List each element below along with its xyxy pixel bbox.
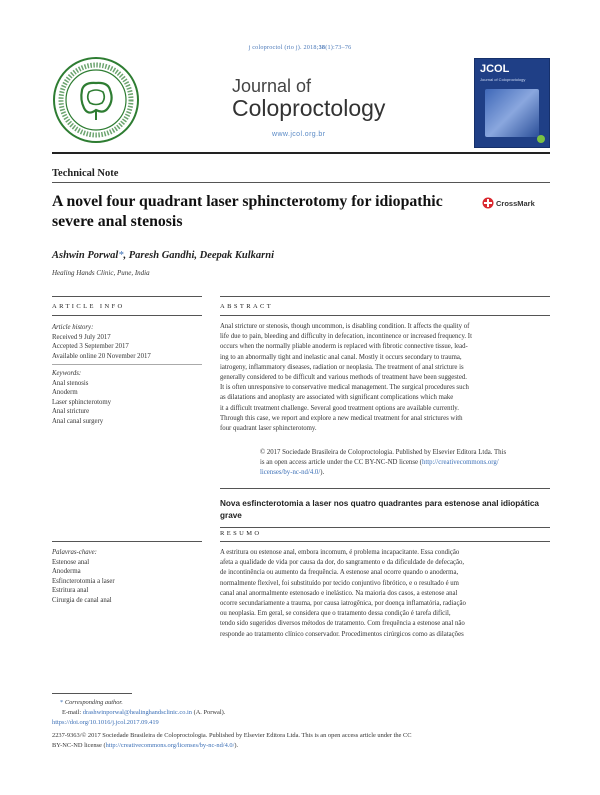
abstract-heading: ABSTRACT <box>220 303 274 310</box>
divider <box>220 296 550 297</box>
affiliation: Healing Hands Clinic, Pune, India <box>52 269 150 277</box>
article-type: Technical Note <box>52 168 119 179</box>
keyword: Anal stenosis <box>52 379 89 387</box>
doi-link[interactable]: https://doi.org/10.1016/j.jcol.2017.09.419 <box>52 719 159 726</box>
footnotes: * Corresponding author. E-mail: drashwinporwal@healinghandsclinic.co.in (A. Porwal). https://doi.org/10.1016/j.jcol.2017.09.419 2237-9363/© 2017 Sociedade Brasileira de Coloproctologia. Published by Elsevier Editora Ltda. This is an open access article under the CC BY-NC-ND license (http://creativecommons.org/licenses/by-nc-nd/4.0/). <box>52 698 552 751</box>
abstract-text: Anal stricture or stenosis, though uncommon, is disabling condition. It affects the quality of life due to pain, bleeding and difficulty in defecation, incontinence or increased frequency. It occurs when the normally pliable anoderm is replaced with fibrotic connective tissue, lead- ing to an abnormally tight and inelastic anal canal. Mostly it occurs secondary to trauma, iatrogeny, inflammatory diseases, radiation or neoplasia. The treatment of anal stricture is generally considered to be difficult and various methods of treatment have been suggested. It is often unresponsive to conservative medical management. The surgical procedures such as dilatations and anoplasty are associated with significant complications which make it a difficult treatment challenge. Several good treatment options are available currently. Through this case, we report and explore a new medical treatment for anal strictures with four quadrant laser sphincterotomy. <box>220 323 472 433</box>
footnote-rule <box>52 693 132 694</box>
resumo-text: A estritura ou estenose anal, embora incomum, é problema incapacitante. Essa condição afeta a qualidade de vida por causa da dor, do sangramento e da dificuldade de defecação, de incontinência ou aumento da frequência. A estenose anal ocorre quando o anoderma, normalmente flexível, foi substituído por tecido conjuntivo fibrótico, e o resultado é um canal anal anormalmente estenosado e inelástico. Na maioria dos casos, a estenose anal ocorre secundariamente a trauma, por causa iatrogênica, por doença inflamatória, radiação ou neoplasia. Em geral, se considera que o tratamento dessa condição é tarefa difícil, tendo sido sugeridos diversos métodos de tratamento. Com frequência a estenose anal não responde ao tratamento clínico conservador. Procedimentos cirúrgicos como as dilatações <box>220 549 466 638</box>
corresponding-mark[interactable]: * <box>118 250 124 261</box>
article-history: Article history: Received 9 July 2017 Accepted 3 September 2017 Available online 20 November 2017 <box>52 324 151 360</box>
crossmark-button[interactable] <box>482 196 550 214</box>
copyright-notice: © 2017 Sociedade Brasileira de Coloproctologia. Published by Elsevier Editora Ltda. This is an open access article under the CC BY-NC-ND license (http://creativecommons.org/ licenses/by-nc-nd/4.0/). <box>260 449 507 477</box>
divider <box>220 541 550 542</box>
cover-subtitle: Journal of Coloproctology <box>480 77 526 82</box>
keyword: Cirurgia de canal anal <box>52 596 112 604</box>
license-link[interactable]: licenses/by-nc-nd/4.0/ <box>260 469 321 477</box>
resumo-heading: RESUMO <box>220 530 262 537</box>
journal-cover <box>474 58 550 148</box>
keyword: Anal stricture <box>52 408 90 415</box>
society-logo <box>52 56 140 144</box>
divider <box>52 182 550 183</box>
divider <box>52 315 202 316</box>
author-list: Ashwin Porwal*, Paresh Gandhi, Deepak Kulkarni <box>52 250 275 261</box>
divider <box>52 541 202 542</box>
crossmark-icon <box>482 197 494 211</box>
keyword: Anoderm <box>52 389 78 396</box>
author-name[interactable]: Deepak Kulkarni <box>199 250 275 261</box>
article-info-heading: ARTICLE INFO <box>52 303 125 310</box>
keyword: Laser sphincterotomy <box>52 398 112 406</box>
journal-name-line1: Journal of <box>232 76 312 96</box>
divider <box>220 315 550 316</box>
palavras-chave: Palavras-chave: Estenose anal Anoderma Esfincterotomia a laser Estritura anal Cirurgia de canal anal <box>52 548 212 605</box>
article-title: A novel four quadrant laser sphincterotomy for idiopathic severe anal stenosis <box>52 193 443 230</box>
cover-title: JCOL <box>480 63 510 75</box>
author-name[interactable]: Paresh Gandhi <box>128 250 195 261</box>
divider <box>220 527 550 528</box>
journal-citation: j coloproctol (rio j). 2018;38(1):73–76 <box>248 44 352 51</box>
author-name[interactable]: Ashwin Porwal <box>52 250 119 261</box>
license-link[interactable]: http://creativecommons.org/ <box>421 459 499 467</box>
open-access-badge-icon <box>537 135 545 143</box>
divider <box>52 296 202 297</box>
keyword: Anal canal surgery <box>52 417 104 425</box>
journal-url[interactable]: www.jcol.org.br <box>272 131 326 138</box>
divider <box>220 488 550 489</box>
crossmark-label: CrossMark <box>496 199 535 208</box>
keyword: Anoderma <box>52 568 81 575</box>
keyword: Esfincterotomia a laser <box>52 577 115 585</box>
header-rule <box>52 152 550 154</box>
journal-name-line2: Coloproctology <box>232 95 386 121</box>
keywords: Keywords: Anal stenosis Anoderm Laser sphincterotomy Anal stricture Anal canal surgery <box>52 369 212 426</box>
divider <box>52 364 202 365</box>
keyword: Estenose anal <box>52 558 90 566</box>
keyword: Estritura anal <box>52 587 89 594</box>
license-link[interactable]: http://creativecommons.org/licenses/by-nc-nd/4.0/ <box>105 742 235 749</box>
email-link[interactable]: drashwinporwal@healinghandsclinic.co.in <box>82 709 192 716</box>
cover-image <box>485 89 539 137</box>
portuguese-title: Nova esfincterotomia a laser nos quatro quadrantes para estenose anal idiopática grave <box>220 499 539 520</box>
